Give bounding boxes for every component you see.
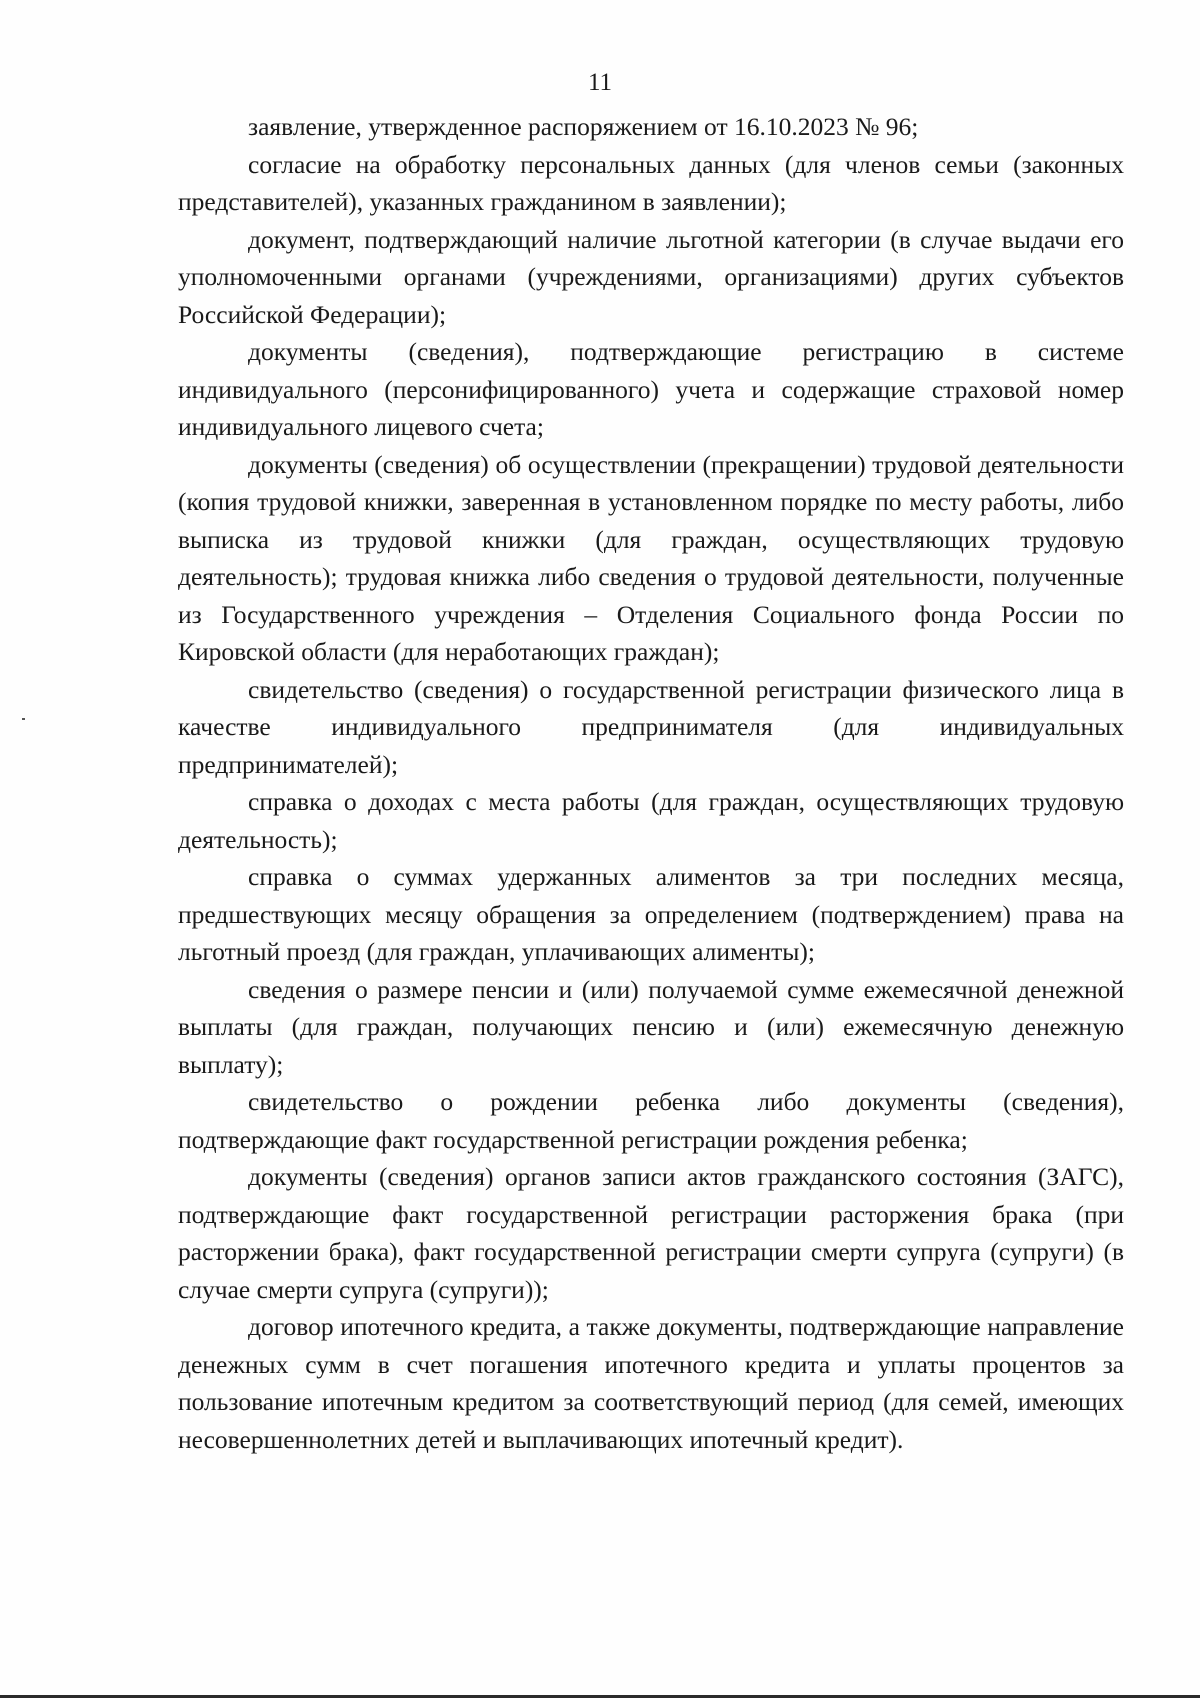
page-number: 11 — [587, 69, 613, 96]
paragraph-alimony-certificate: справка о суммах удержанных алиментов за три последних месяца, предшествующих месяцу обращения за определением (подтверждением) права на льготный проезд (для граждан, уплачивающих алименты); — [178, 862, 1124, 966]
paragraph-labor-activity-documents: документы (сведения) об осуществлении (прекращении) трудовой деятельности (копия трудовой книжки, заверенная в установленном порядке по месту работы, либо выписка из трудовой книжки (для граждан, осуществляющих трудовую деятельность); трудовая книжка либо сведения о трудовой деятельности, полученные из Государственного учреждения – Отделения Социального фонда России по Кировской области (для неработающих граждан); — [178, 449, 1124, 666]
paragraph-birth-certificate: свидетельство о рождении ребенка либо документы (сведения), подтверждающие факт государственной регистрации рождения ребенка; — [178, 1087, 1124, 1154]
paragraph-mortgage-documents: договор ипотечного кредита, а также документы, подтверждающие направление денежных сумм в счет погашения ипотечного кредита и уплаты процентов за пользование ипотечным кредитом за соответствующий период (для семей, имеющих несовершеннолетних детей и выплачивающих ипотечный кредит). — [178, 1312, 1124, 1454]
paragraph-entrepreneur-registration: свидетельство (сведения) о государственной регистрации физического лица в качестве индивидуального предпринимателя (для индивидуальных предпринимателей); — [178, 674, 1124, 779]
scan-speck — [22, 718, 25, 720]
paragraph-civil-registry-documents: документы (сведения) органов записи актов гражданского состояния (ЗАГС), подтверждающие факт государственной регистрации расторжения брака (при расторжении брака), факт государственной регистрации смерти супруга (супруги) (в случае смерти супруга (супруги)); — [178, 1162, 1124, 1304]
paragraph-income-certificate: справка о доходах с места работы (для граждан, осуществляющих трудовую деятельность); — [178, 787, 1124, 854]
paragraph-application: заявление, утвержденное распоряжением от 16.10.2023 № 96; — [248, 112, 919, 141]
paragraph-individual-account-registration: документы (сведения), подтверждающие регистрацию в системе индивидуального (персонифицированного) учета и содержащие страховой номер индивидуального лицевого счета; — [178, 337, 1124, 441]
paragraph-personal-data-consent: согласие на обработку персональных данных (для членов семьи (законных представителей), указанных гражданином в заявлении); — [178, 149, 1124, 216]
document-body — [178, 108, 1124, 1458]
paragraph-pension-information: сведения о размере пенсии и (или) получаемой сумме ежемесячной денежной выплаты (для граждан, получающих пенсию и (или) ежемесячную денежную выплату); — [178, 974, 1124, 1079]
paragraph-benefit-category-document: документ, подтверждающий наличие льготной категории (в случае выдачи его уполномоченными органами (учреждениями, организациями) других субъектов Российской Федерации); — [178, 224, 1124, 329]
